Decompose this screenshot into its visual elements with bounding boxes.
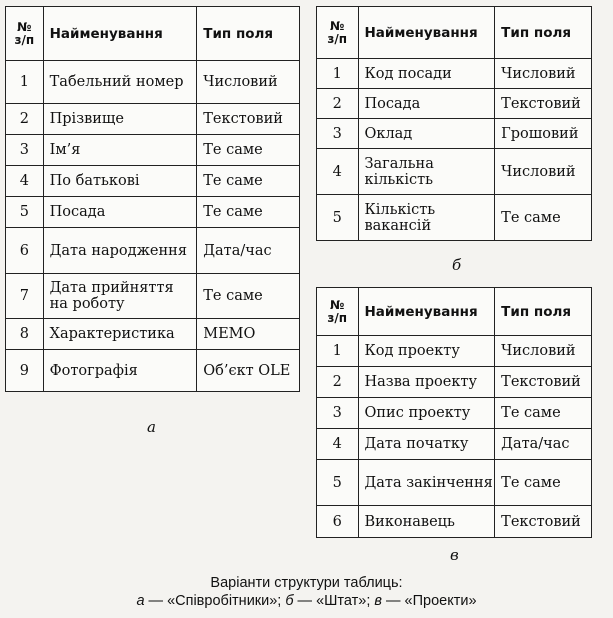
table-row xyxy=(6,135,300,166)
cell-type: Те саме xyxy=(495,195,592,241)
cell-number: 4 xyxy=(317,429,359,460)
cell-number: 1 xyxy=(317,336,359,367)
cell-name: Назва проекту xyxy=(358,367,495,398)
cell-name: Оклад xyxy=(358,119,495,149)
cell-type: Те саме xyxy=(495,460,592,506)
cell-number: 2 xyxy=(317,367,359,398)
cell-type: Текстовий xyxy=(495,506,592,538)
figure-caption xyxy=(0,574,613,610)
cell-type: Числовий xyxy=(197,61,300,104)
cell-name: Дата закінчення xyxy=(358,460,495,506)
header-type: Тип поля xyxy=(197,7,300,61)
table-row xyxy=(6,197,300,228)
cell-type: Текстовий xyxy=(197,104,300,135)
table-row xyxy=(6,61,300,104)
cell-name: Характеристика xyxy=(43,319,197,350)
cell-name: Фотографія xyxy=(43,350,197,392)
cell-number: 5 xyxy=(317,195,359,241)
cell-type: Те саме xyxy=(197,274,300,319)
cell-type: Числовий xyxy=(495,59,592,89)
cell-name: По батькові xyxy=(43,166,197,197)
table-row xyxy=(317,367,592,398)
cell-type: Грошовий xyxy=(495,119,592,149)
table-b xyxy=(316,6,592,241)
cell-type: Дата/час xyxy=(197,228,300,274)
header-number: № з/п xyxy=(317,288,359,336)
cell-number: 3 xyxy=(6,135,44,166)
table-row xyxy=(6,319,300,350)
cell-name: Табельний номер xyxy=(43,61,197,104)
cell-type: Числовий xyxy=(495,149,592,195)
header-name: Найменування xyxy=(43,7,197,61)
table-v xyxy=(316,287,592,538)
caption-legend: а — «Співробітники»; б — «Штат»; в — «Проекти» xyxy=(136,593,477,609)
table-row xyxy=(6,274,300,319)
caption-title: Варіанти структури таблиць: xyxy=(210,575,403,591)
cell-type: Текстовий xyxy=(495,367,592,398)
table-row xyxy=(317,398,592,429)
table-row xyxy=(317,89,592,119)
cell-type: Те саме xyxy=(197,135,300,166)
table-row xyxy=(317,460,592,506)
table-row xyxy=(317,195,592,241)
cell-type: Те саме xyxy=(197,166,300,197)
table-row xyxy=(317,59,592,89)
cell-number: 6 xyxy=(317,506,359,538)
header-name: Найменування xyxy=(358,7,495,59)
table-row xyxy=(6,350,300,392)
cell-name: Опис проекту xyxy=(358,398,495,429)
cell-name: Посада xyxy=(358,89,495,119)
cell-number: 3 xyxy=(317,398,359,429)
cell-name: Дата початку xyxy=(358,429,495,460)
table-row xyxy=(317,149,592,195)
cell-number: 4 xyxy=(6,166,44,197)
cell-number: 7 xyxy=(6,274,44,319)
table-row xyxy=(317,119,592,149)
cell-name: Ім’я xyxy=(43,135,197,166)
table-row xyxy=(6,166,300,197)
cell-number: 4 xyxy=(317,149,359,195)
header-number: № з/п xyxy=(6,7,44,61)
cell-name: Код проекту xyxy=(358,336,495,367)
table-row xyxy=(6,228,300,274)
table-a xyxy=(5,6,300,392)
cell-number: 3 xyxy=(317,119,359,149)
cell-number: 1 xyxy=(317,59,359,89)
cell-name: Загальна кількість xyxy=(358,149,495,195)
table-row xyxy=(6,104,300,135)
cell-number: 2 xyxy=(6,104,44,135)
cell-number: 6 xyxy=(6,228,44,274)
cell-number: 1 xyxy=(6,61,44,104)
cell-name: Дата народження xyxy=(43,228,197,274)
table-a-label: а xyxy=(147,418,156,436)
cell-number: 5 xyxy=(317,460,359,506)
cell-type: Текстовий xyxy=(495,89,592,119)
cell-name: Дата прийняття на роботу xyxy=(43,274,197,319)
header-type: Тип поля xyxy=(495,288,592,336)
table-row xyxy=(317,429,592,460)
cell-type: Об’єкт OLE xyxy=(197,350,300,392)
cell-number: 5 xyxy=(6,197,44,228)
cell-number: 2 xyxy=(317,89,359,119)
cell-type: Дата/час xyxy=(495,429,592,460)
cell-name: Код посади xyxy=(358,59,495,89)
cell-type: MEMO xyxy=(197,319,300,350)
cell-number: 8 xyxy=(6,319,44,350)
cell-name: Кількість вакансій xyxy=(358,195,495,241)
cell-name: Посада xyxy=(43,197,197,228)
header-type: Тип поля xyxy=(495,7,592,59)
table-b-label: б xyxy=(452,256,462,274)
cell-type: Те саме xyxy=(197,197,300,228)
table-row xyxy=(317,506,592,538)
header-name: Найменування xyxy=(358,288,495,336)
cell-number: 9 xyxy=(6,350,44,392)
table-v-label: в xyxy=(450,546,459,564)
table-row xyxy=(317,336,592,367)
cell-name: Виконавець xyxy=(358,506,495,538)
header-number: № з/п xyxy=(317,7,359,59)
cell-name: Прізвище xyxy=(43,104,197,135)
cell-type: Те саме xyxy=(495,398,592,429)
cell-type: Числовий xyxy=(495,336,592,367)
